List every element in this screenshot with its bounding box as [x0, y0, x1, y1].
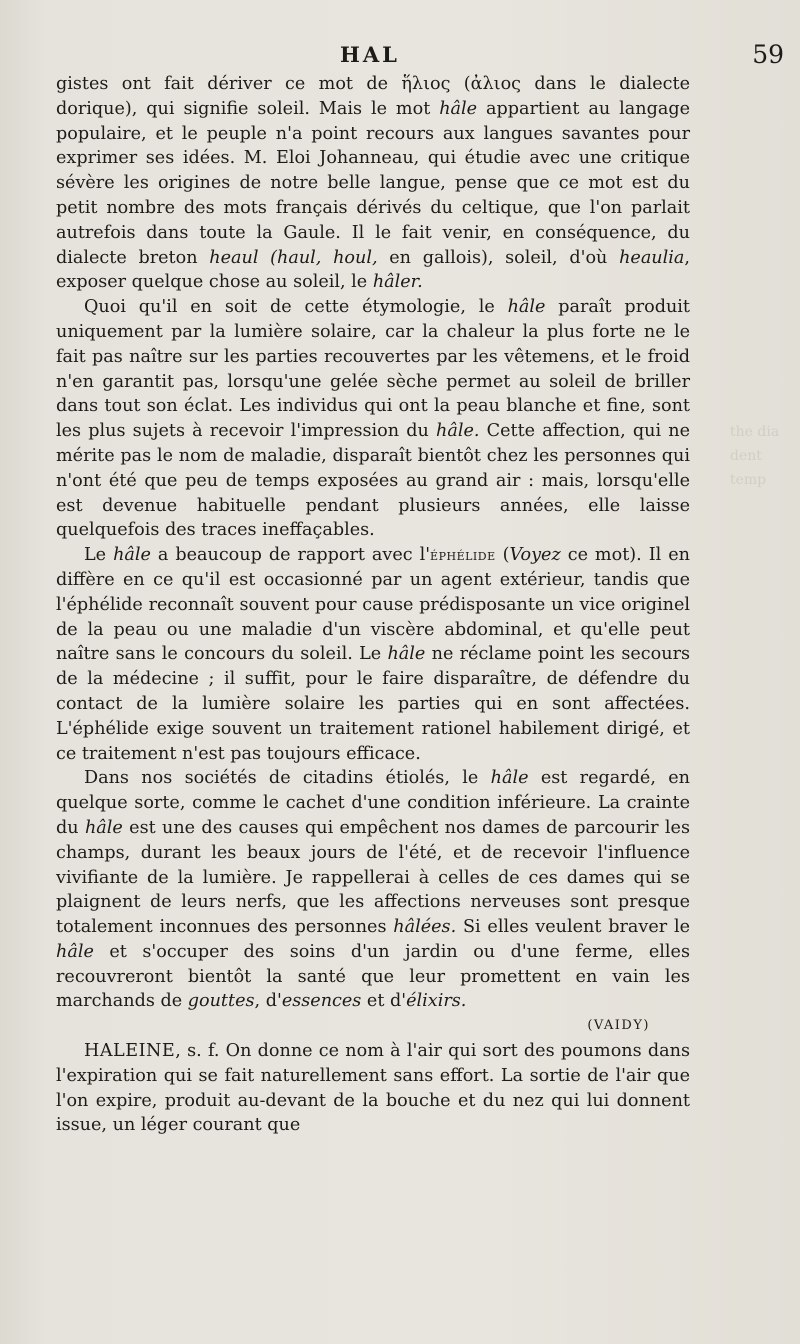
text-run: , d' — [254, 991, 282, 1012]
italic-term: hâle — [84, 817, 123, 838]
cross-reference: éphélide — [430, 546, 496, 565]
show-through-line: temp — [730, 472, 767, 488]
text-run: en gallois), soleil, d'où — [377, 247, 620, 268]
entry-headword: HALEINE — [84, 1041, 176, 1062]
paragraph-cause — [56, 295, 690, 543]
italic-term: hâle — [507, 297, 546, 318]
entry-haleine — [56, 1039, 690, 1138]
italic-term: gouttes — [187, 991, 255, 1012]
text-run: ce mot). Il en diffère en ce qu'il est occasionné par un agent extérieur, tandis que l'éphélide reconnaît souvent pour cause prédisposante un vice originel de la peau ou une maladie d'un viscère abdominal, et qu'elle peut naître sans le concours du soleil. Le — [56, 545, 690, 665]
italic-term: heaulia — [619, 247, 685, 268]
italic-term: hâle — [387, 644, 426, 665]
body-text — [56, 72, 690, 1138]
show-through-line: the dia — [730, 424, 780, 440]
text-run: Dans nos sociétés de citadins étiolés, le — [84, 768, 491, 789]
italic-term: essences — [281, 991, 362, 1012]
italic-term: hâle — [490, 768, 529, 789]
italic-term: hâler. — [372, 272, 423, 293]
italic-term: hâle — [113, 545, 151, 566]
text-run: est regardé, en quelque sorte, comme le cachet d'une condition inférieure. La crainte du — [56, 768, 690, 838]
text-run: ne réclame point les secours de la médecine ; il suffit, pour le faire disparaître, de défendre du contact de la lumière solaire les parties qui en sont affectées. L'éphélide exige souvent un traitement rationel habilement dirigé, et ce traitement n'est pas toujours efficace. — [56, 644, 691, 764]
text-run: , s. f. On donne ce nom à l'air qui sort des poumons dans l'expiration qui se fait naturellement sans effort. La sortie de l'air que l'on expire, produit au-devant de la bouche et du nez qui lui donnent issue, un léger courant que — [56, 1041, 690, 1136]
italic-term: heaul (haul, houl, — [209, 247, 378, 268]
paragraph-society — [56, 766, 690, 1014]
italic-term: hâle. — [436, 421, 480, 442]
paragraph-etymology — [56, 72, 690, 295]
text-run: appartient au langage populaire, et le peuple n'a point recours aux langues savantes pour exprimer ses idées. M. Eloi Johanneau, qui étudie avec une critique sévère les origines de notre belle langue, pense que ce mot est du petit nombre des mots français dérivés du celtique, que l'on parlait autrefois dans toute la Gaule. Il le fait venir, en conséquence, du dialecte breton — [56, 98, 690, 268]
italic-term: Voyez — [509, 545, 561, 566]
text-run: gistes ont fait dériver ce mot de ἥλιος (ἀλιος dans le dialecte dorique), qui signifie soleil. Mais le mot — [56, 74, 690, 119]
running-head: HAL — [340, 42, 400, 67]
show-through-text — [730, 420, 800, 492]
italic-term: hâlées. — [393, 917, 457, 938]
paragraph-ephelide — [56, 543, 690, 766]
text-run: et s'occuper des soins d'un jardin ou d'une ferme, elles recouvreront bientôt la santé que leur promettent en vain les marchands de — [56, 941, 690, 1012]
italic-term: élixirs. — [406, 991, 467, 1012]
signature-line — [56, 1014, 690, 1039]
text-run: , exposer quelque chose au soleil, le — [56, 247, 690, 293]
page-number: 59 — [752, 40, 784, 69]
author-signature: (VAIDY) — [587, 1018, 650, 1034]
text-run: Cette affection, qui ne mérite pas le nom de maladie, disparaît bientôt chez les personnes qui n'ont été que peu de temps exposées au grand air : mais, lorsqu'elle est devenue habituelle pendant plusieurs années, elle laisse quelquefois des traces ineffaçables. — [56, 421, 690, 541]
italic-term: hâle — [439, 98, 478, 119]
text-run: Le — [84, 545, 114, 566]
page-header — [0, 42, 800, 72]
italic-term: hâle — [56, 941, 94, 962]
text-run: a beaucoup de rapport avec l' — [150, 545, 431, 566]
text-run: Quoi qu'il en soit de cette étymologie, le — [84, 297, 508, 318]
show-through-line: dent — [730, 448, 762, 464]
text-run: Si elles veulent braver le — [456, 917, 690, 938]
text-run: est une des causes qui empêchent nos dames de parcourir les champs, durant les beaux jours de l'été, et de recevoir l'influence vivifiante de la lumière. Je rappellerai à celles de ces dames qui se plaignent de leurs nerfs, que les affections nerveuses sont presque totalement inconnues des personnes — [56, 817, 690, 938]
text-run: et d' — [361, 991, 407, 1012]
text-run: ( — [495, 545, 510, 566]
text-run: paraît produit uniquement par la lumière solaire, car la chaleur la plus forte ne le fait pas naître sur les parties recouvertes par les vêtemens, et le froid n'en garantit pas, lorsqu'une gelée sèche permet au soleil de briller dans tout son éclat. Les individus qui ont la peau blanche et fine, sont les plus sujets à recevoir l'impression du — [56, 297, 690, 442]
